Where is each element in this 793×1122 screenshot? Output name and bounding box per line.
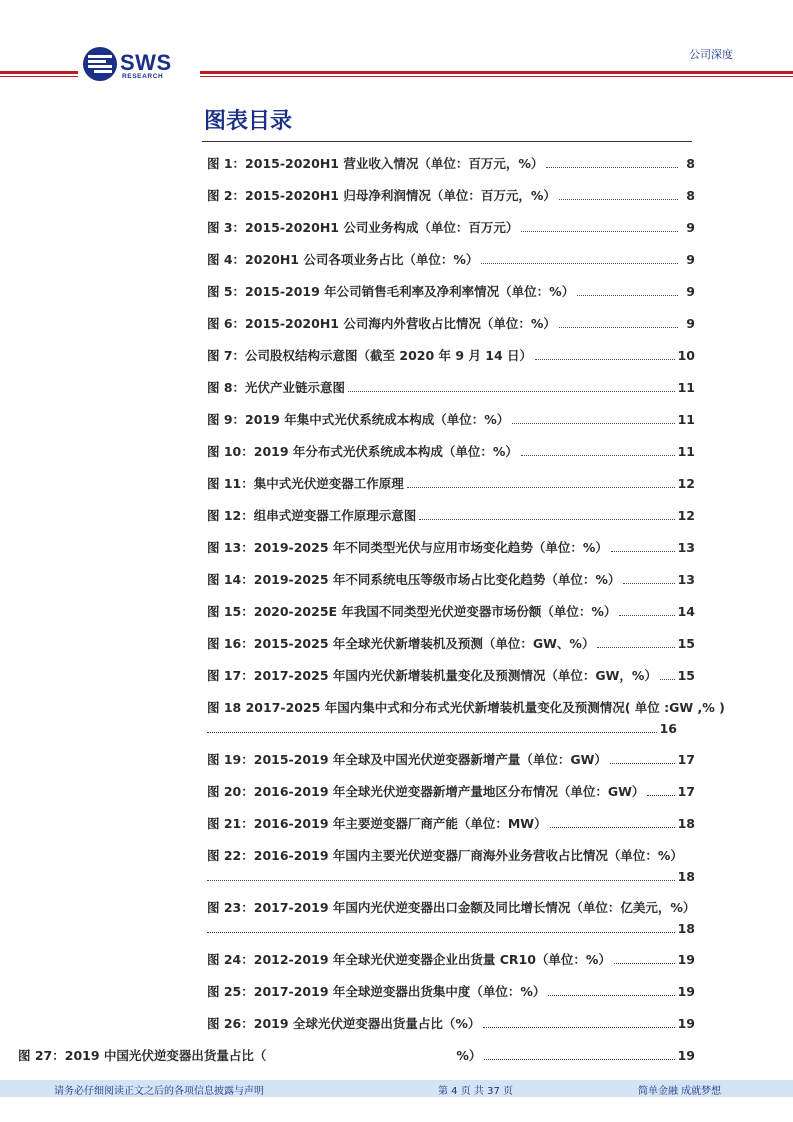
toc-entry-page: 11 [677,412,695,427]
toc-leader-dots [577,285,678,296]
header-rule-thin [200,76,793,77]
toc-entry-label: 图 4：2020H1 公司各项业务占比（单位：%） [207,252,479,267]
toc-entry[interactable] [207,846,695,888]
toc-entry-label: 图 16：2015-2025 年全球光伏新增装机及预测（单位：GW、%） [207,636,595,651]
toc-entry-page: 9 [686,220,695,235]
toc-entry[interactable] [18,1046,695,1066]
toc-entry[interactable] [207,442,695,462]
toc-leader-dots [597,637,674,648]
toc-entry-page: 13 [677,572,695,587]
footer-disclaimer: 请务必仔细阅读正文之后的各项信息披露与声明 [54,1086,264,1097]
toc-entry-label: 图 20：2016-2019 年全球光伏逆变器新增产量地区分布情况（单位：GW） [207,784,645,799]
toc-entry[interactable] [207,782,695,802]
toc-entry-page: 8 [686,156,695,171]
toc-entry-page: 18 [677,869,695,884]
header-rule-thin [0,76,78,77]
toc-title: 图表目录 [204,109,293,134]
toc-entry-page: 18 [677,816,695,831]
toc-title-rule [202,141,692,142]
toc-entry-page: 13 [677,540,695,555]
toc-entry[interactable] [207,1014,695,1034]
toc-entry-page: 15 [677,668,695,683]
toc-entry-label: 图 24：2012-2019 年全球光伏逆变器企业出货量 CR10（单位：%） [207,952,611,967]
toc-entry[interactable] [207,314,695,334]
toc-entry-label: 图 2：2015-2020H1 归母净利润情况（单位：百万元，%） [207,188,556,203]
toc-entry[interactable] [207,634,695,654]
toc-leader-dots [481,253,678,264]
toc-entry-label: 图 18 2017-2025 年国内集中式和分布式光伏新增装机量变化及预测情况( 单位 :GW ,% ) [207,700,725,715]
toc-entry-label: 图 17：2017-2025 年国内光伏新增装机量变化及预测情况（单位：GW，%） [207,668,657,683]
footer-slogan: 简单金融 成就梦想 [638,1086,722,1097]
toc-entry[interactable] [207,186,695,206]
toc-entry-label: 图 14：2019-2025 年不同系统电压等级市场占比变化趋势（单位：%） [207,572,621,587]
toc-leader-dots [614,953,675,964]
toc-entry[interactable] [207,410,695,430]
toc-leader-dots [521,445,675,456]
toc-leader-dots [546,157,678,168]
toc-entry[interactable] [207,602,695,622]
toc-entry-label: 图 19：2015-2019 年全球及中国光伏逆变器新增产量（单位：GW） [207,752,607,767]
header-rule [0,71,78,74]
toc-entry[interactable] [207,750,695,770]
toc-entry-label: 图 22：2016-2019 年国内主要光伏逆变器厂商海外业务营收占比情况（单位：%） [207,848,683,863]
toc-entry-page: 9 [686,316,695,331]
toc-leader-dots [207,922,675,933]
toc-entry-label: 图 25：2017-2019 年全球逆变器出货集中度（单位：%） [207,984,546,999]
toc-entry-page: 15 [677,636,695,651]
toc-entry[interactable] [207,898,695,940]
header-rule [200,71,793,74]
toc-entry-page: 17 [677,752,695,767]
logo-mark-icon [82,46,118,82]
toc-entry-label-continued: %） [456,1048,482,1063]
toc-entry-page: 19 [677,984,695,999]
toc-entry-label: 图 9：2019 年集中式光伏系统成本构成（单位：%） [207,412,510,427]
toc-entry[interactable] [207,346,695,366]
toc-leader-dots [623,573,674,584]
toc-entry[interactable] [207,982,695,1002]
toc-entry-label: 图 6：2015-2020H1 公司海内外营收占比情况（单位：%） [207,316,556,331]
toc-entry-page: 9 [686,284,695,299]
toc-entry-page: 19 [677,1016,695,1031]
toc-entry-page: 16 [659,721,677,736]
toc-entry-label: 图 12：组串式逆变器工作原理示意图 [207,508,417,523]
toc-entry-page: 12 [677,476,695,491]
toc-leader-dots [660,669,675,680]
toc-entry[interactable] [207,154,695,174]
toc-leader-dots [419,509,674,520]
sws-logo [82,46,182,86]
toc-leader-dots [611,541,675,552]
footer-page-info: 第 4 页 共 37 页 [438,1086,513,1097]
toc-entry-page: 11 [677,380,695,395]
logo-text: SWS [120,50,172,75]
toc-leader-dots [619,605,674,616]
toc-leader-dots [207,722,657,733]
toc-entry[interactable] [207,250,695,270]
toc-leader-dots [484,1049,674,1060]
toc-entry-page: 19 [677,952,695,967]
toc-leader-dots [559,317,678,328]
toc-entry[interactable] [207,570,695,590]
toc-entry-label: 图 21：2016-2019 年主要逆变器厂商产能（单位：MW） [207,816,547,831]
toc-entry-label: 图 7：公司股权结构示意图（截至 2020 年 9 月 14 日） [207,348,533,363]
toc-entry[interactable] [207,378,695,398]
toc-entry-page: 19 [677,1048,695,1063]
toc-leader-dots [348,381,675,392]
toc-entry-label: 图 5：2015-2019 年公司销售毛利率及净利率情况（单位：%） [207,284,575,299]
toc-entry[interactable] [207,474,695,494]
toc-entry-label: 图 23：2017-2019 年国内光伏逆变器出口金额及同比增长情况（单位：亿美元，%） [207,900,696,915]
toc-entry-page: 14 [677,604,695,619]
toc-entry-label: 图 8：光伏产业链示意图 [207,380,346,395]
toc-leader-dots [521,221,678,232]
toc-entry-page: 10 [677,348,695,363]
toc-entry-label: 图 1：2015-2020H1 营业收入情况（单位：百万元，%） [207,156,544,171]
report-type-tag: 公司深度 [689,48,733,61]
toc-entry[interactable] [207,282,695,302]
toc-leader-dots [559,189,678,200]
toc-leader-dots [483,1017,674,1028]
toc-leader-dots [512,413,674,424]
toc-entry-page: 11 [677,444,695,459]
toc-entry-label: 图 27：2019 中国光伏逆变器出货量占比（ [18,1048,267,1063]
toc-entry-label: 图 13：2019-2025 年不同类型光伏与应用市场变化趋势（单位：%） [207,540,608,555]
toc-leader-dots [207,870,675,881]
toc-entry[interactable] [207,814,695,834]
toc-entry[interactable] [207,506,695,526]
toc-entry-label: 图 10：2019 年分布式光伏系统成本构成（单位：%） [207,444,518,459]
toc-leader-dots [548,985,674,996]
toc-entry-page: 12 [677,508,695,523]
toc-entry[interactable] [207,538,695,558]
toc-entry-page: 18 [677,921,695,936]
toc-entry-page: 8 [686,188,695,203]
toc-entry[interactable] [207,950,695,970]
toc-entry-label: 图 15：2020-2025E 年我国不同类型光伏逆变器市场份额（单位：%） [207,604,617,619]
toc-entry-page: 17 [677,784,695,799]
toc-leader-dots [535,349,675,360]
toc-entry-page: 9 [686,252,695,267]
toc-entry[interactable] [207,666,695,686]
toc-entry-label: 图 3：2015-2020H1 公司业务构成（单位：百万元） [207,220,519,235]
toc-entry-label: 图 11：集中式光伏逆变器工作原理 [207,476,404,491]
toc-leader-dots [610,753,675,764]
toc-entry-label: 图 26：2019 全球光伏逆变器出货量占比（%） [207,1016,481,1031]
toc-leader-dots [407,477,675,488]
toc-entry[interactable] [207,698,725,740]
toc-leader-dots [550,817,675,828]
toc-leader-dots [647,785,674,796]
toc-entry[interactable] [207,218,695,238]
logo-subtext: RESEARCH [122,73,164,80]
